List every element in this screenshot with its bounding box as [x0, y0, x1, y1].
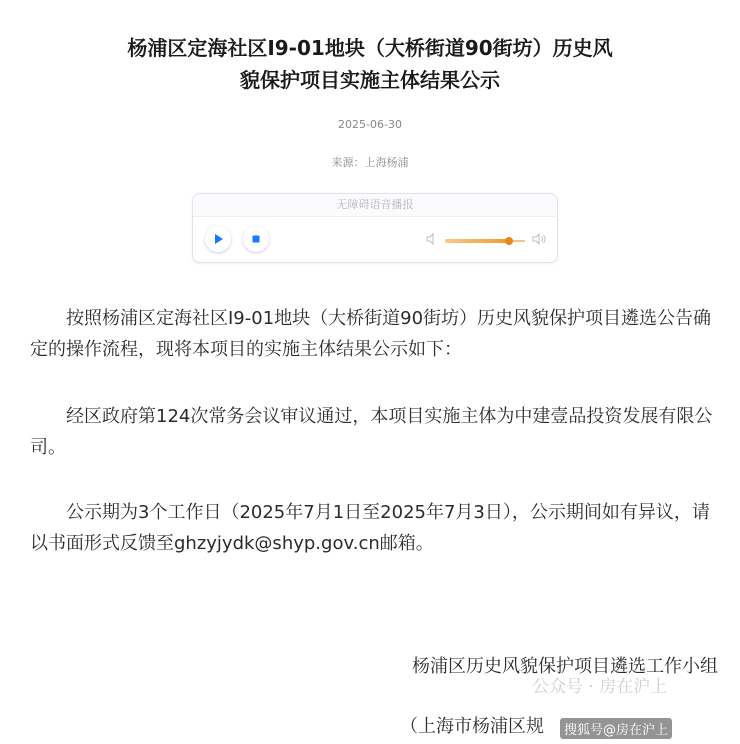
- signature-line1: 杨浦区历史风貌保护项目遴选工作小组: [412, 656, 718, 677]
- audio-player: [192, 193, 558, 263]
- watermark-public-account: 公众号 · 房在沪上: [532, 677, 668, 697]
- volume-slider[interactable]: [445, 239, 525, 243]
- play-icon: [205, 226, 231, 252]
- stop-button[interactable]: [243, 226, 269, 252]
- play-button[interactable]: [205, 226, 231, 252]
- volume-slider-knob[interactable]: [505, 237, 513, 245]
- audio-player-header: 无障碍语音播报: [193, 194, 557, 217]
- volume-slider-fill: [445, 239, 509, 243]
- body-paragraph-2: 经区政府第124次常务会议审议通过，本项目实施主体为中建壹品投资发展有限公司。: [30, 406, 713, 458]
- signature-line2: （上海市杨浦区规: [400, 716, 544, 737]
- stop-icon: [243, 226, 269, 252]
- article-title-line2: 貌保护项目实施主体结果公示: [240, 68, 500, 92]
- watermark-sohu: 搜狐号@房在沪上: [560, 718, 672, 739]
- body-paragraph-1: 按照杨浦区定海社区I9-01地块（大桥街道90街坊）历史风貌保护项目遴选公告确定的操作流程，现将本项目的实施主体结果公示如下：: [30, 308, 712, 360]
- volume-low-icon[interactable]: [425, 232, 439, 246]
- body-paragraph-3: 公示期为3个工作日（2025年7月1日至2025年7月3日），公示期间如有异议，请以书面形式反馈至ghzyjydk@shyp.gov.cn邮箱。: [30, 502, 710, 554]
- article-source: 来源：上海杨浦: [331, 156, 409, 169]
- publish-date: 2025-06-30: [338, 118, 402, 131]
- article-title-line1: 杨浦区定海社区I9-01地块（大桥街道90街坊）历史风: [127, 36, 613, 60]
- volume-high-icon[interactable]: [531, 232, 547, 246]
